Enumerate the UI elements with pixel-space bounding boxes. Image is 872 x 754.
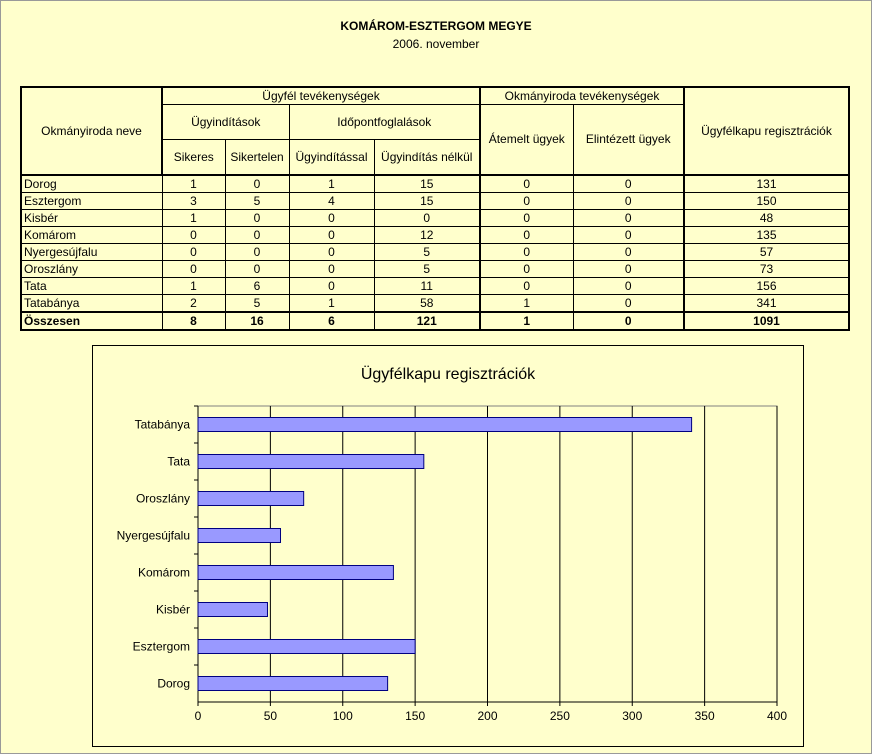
cell-value: 0 [289,227,374,244]
cell-value: 5 [374,244,480,261]
y-category-label: Tatabánya [134,417,190,432]
cell-value: 15 [374,175,480,193]
cell-value: 1 [289,175,374,193]
cell-value: 0 [573,193,684,210]
bar-chart-svg [93,346,803,746]
cell-value: 1 [289,295,374,313]
cell-value: 4 [289,193,374,210]
office-name: Nyergesújfalu [21,244,162,261]
y-category-label: Dorog [157,676,190,691]
cell-value: 0 [480,261,573,278]
cell-value: 0 [573,261,684,278]
y-category-label: Komárom [137,565,190,580]
cell-value: 0 [162,227,225,244]
cell-value: 0 [225,210,289,227]
y-category-label: Nyergesújfalu [116,528,190,543]
y-category-label: Oroszlány [135,491,190,506]
cell-value: 57 [684,244,849,261]
cell-value: 150 [684,193,849,210]
table-row [21,244,849,261]
table-row [21,295,849,313]
cell-value: 0 [573,244,684,261]
cell-value: 341 [684,295,849,313]
cell-value: 0 [289,261,374,278]
x-tick-label: 150 [405,709,426,723]
table-row [21,210,849,227]
page-title: KOMÁROM-ESZTERGOM MEGYE [340,19,532,33]
total-value: 1 [480,312,573,330]
bar [198,492,304,506]
cell-value: 0 [225,261,289,278]
x-tick-label: 100 [332,709,353,723]
cell-value: 0 [573,295,684,313]
cell-value: 48 [684,210,849,227]
cell-value: 0 [162,261,225,278]
bar [198,677,388,691]
bar [198,640,415,654]
header-case-starts: Ügyindítások [162,105,289,140]
cell-value: 0 [374,210,480,227]
total-value: 1091 [684,312,849,330]
cell-value: 6 [225,278,289,295]
header-client-activities: Ügyfél tevékenységek [162,87,480,105]
x-tick-label: 300 [622,709,643,723]
cell-value: 1 [480,295,573,313]
table-row [21,175,849,193]
cell-value: 0 [573,175,684,193]
cell-value: 0 [573,278,684,295]
cell-value: 156 [684,278,849,295]
cell-value: 0 [289,210,374,227]
page-subtitle: 2006. november [392,37,480,51]
header-office-activities: Okmányiroda tevékenységek [480,87,684,105]
cell-value: 1 [162,175,225,193]
office-name: Tata [21,278,162,295]
cell-value: 0 [480,278,573,295]
header-successful: Sikeres [162,140,225,176]
x-tick-label: 400 [766,709,788,723]
office-name: Kisbér [21,210,162,227]
cell-value: 0 [225,244,289,261]
bar [198,603,267,617]
cell-value: 1 [162,278,225,295]
total-value: 6 [289,312,374,330]
office-name: Dorog [21,175,162,193]
bar [198,455,424,469]
x-tick-label: 50 [263,709,278,723]
cell-value: 0 [480,227,573,244]
table-row [21,193,849,210]
header-transferred: Átemelt ügyek [480,105,573,176]
total-label: Összesen [21,312,162,330]
y-category-label: Tata [167,454,190,469]
cell-value: 135 [684,227,849,244]
cell-value: 15 [374,193,480,210]
cell-value: 11 [374,278,480,295]
cell-value: 73 [684,261,849,278]
header-appointments: Időpontfoglalások [289,105,480,140]
office-name: Komárom [21,227,162,244]
cell-value: 12 [374,227,480,244]
cell-value: 0 [573,227,684,244]
table-row [21,261,849,278]
cell-value: 0 [480,244,573,261]
total-value: 8 [162,312,225,330]
table-row [21,278,849,295]
cell-value: 0 [225,227,289,244]
x-tick-label: 250 [549,709,570,723]
cell-value: 0 [225,175,289,193]
header-failed: Sikertelen [225,140,289,176]
x-tick-label: 0 [194,709,202,723]
header-completed: Elintézett ügyek [573,105,684,176]
cell-value: 0 [480,210,573,227]
bar [198,529,281,543]
header-with-case: Ügyindítással [289,140,374,176]
cell-value: 5 [225,295,289,313]
bar [198,566,393,580]
gateway-registrations-chart [92,345,804,747]
cell-value: 5 [225,193,289,210]
y-category-label: Kisbér [155,602,190,617]
office-name: Tatabánya [21,295,162,313]
cell-value: 0 [289,278,374,295]
table-row [21,227,849,244]
total-value: 0 [573,312,684,330]
header-without-case: Ügyindítás nélkül [374,140,480,176]
cell-value: 2 [162,295,225,313]
header-gateway-registrations: Ügyfélkapu regisztrációk [684,87,849,175]
statistics-table [20,86,850,331]
cell-value: 131 [684,175,849,193]
cell-value: 3 [162,193,225,210]
cell-value: 0 [573,210,684,227]
cell-value: 0 [480,175,573,193]
cell-value: 0 [480,193,573,210]
header-office-name: Okmányiroda neve [21,87,162,175]
x-tick-label: 200 [477,709,498,723]
total-row [21,312,849,330]
total-value: 16 [225,312,289,330]
cell-value: 58 [374,295,480,313]
chart-title: Ügyfélkapu regisztrációk [360,366,536,383]
cell-value: 0 [289,244,374,261]
office-name: Esztergom [21,193,162,210]
office-name: Oroszlány [21,261,162,278]
total-value: 121 [374,312,480,330]
x-tick-label: 350 [694,709,715,723]
cell-value: 5 [374,261,480,278]
bar [198,418,692,432]
y-category-label: Esztergom [132,639,190,654]
cell-value: 0 [162,244,225,261]
cell-value: 1 [162,210,225,227]
